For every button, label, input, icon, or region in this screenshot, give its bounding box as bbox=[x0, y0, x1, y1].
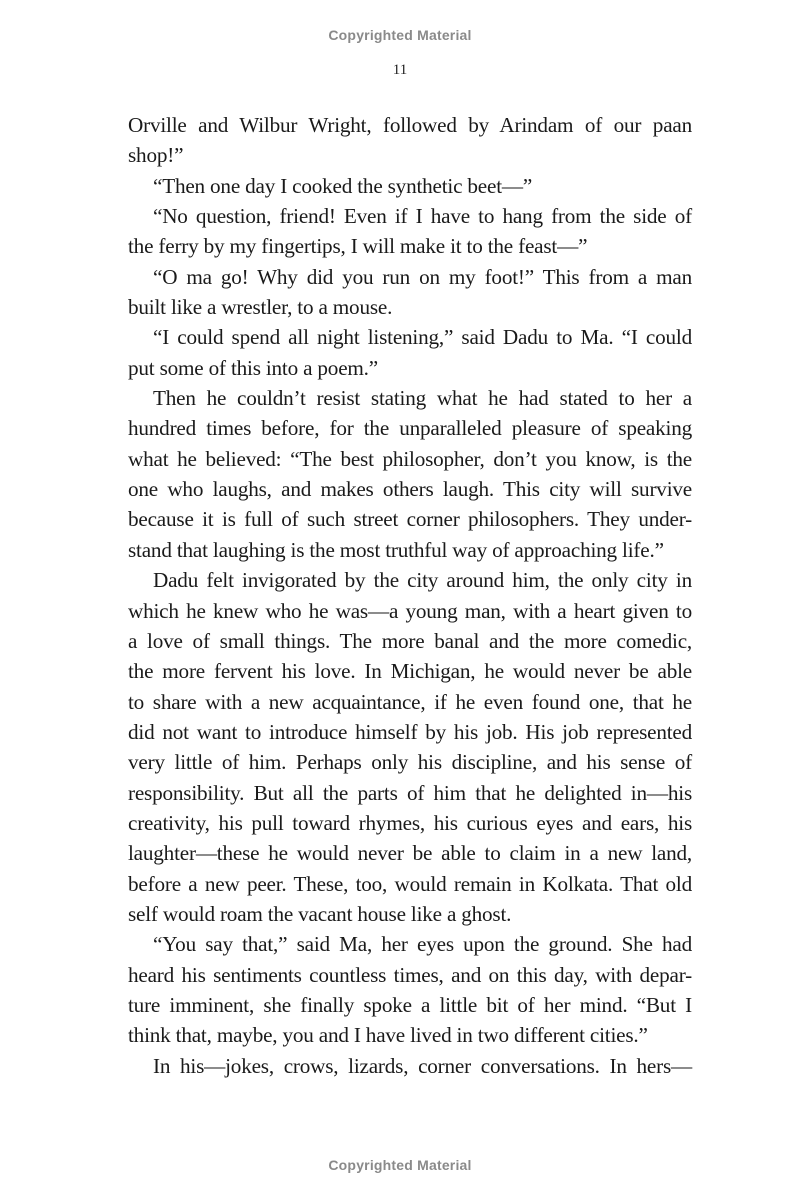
text-line: put some of this into a poem.” bbox=[128, 355, 378, 380]
text-line: think that, maybe, you and I have lived in two different cities.” bbox=[128, 1023, 648, 1048]
text-line: “O ma go! Why did you run on my foot!” This from a man bbox=[153, 264, 692, 289]
text-line: the ferry by my fingertips, I will make it to the feast—” bbox=[128, 234, 588, 259]
text-line: the more fervent his love. In Michigan, he would never be able bbox=[128, 659, 692, 684]
text-line: because it is full of such street corner philosophers. They under- bbox=[128, 507, 692, 532]
text-line: Then he couldn’t resist stating what he had stated to her a bbox=[153, 386, 692, 411]
text-line: what he believed: “The best philosopher, don’t you know, is the bbox=[128, 446, 692, 471]
copyright-watermark-top: Copyrighted Material bbox=[328, 27, 472, 43]
text-line: Orville and Wilbur Wright, followed by Arindam of our paan bbox=[128, 113, 692, 137]
text-line: “No question, friend! Even if I have to hang from the side of bbox=[153, 204, 692, 229]
text-line: heard his sentiments countless times, and on this day, with depar- bbox=[128, 962, 692, 987]
text-line: Dadu felt invigorated by the city around him, the only city in bbox=[153, 568, 692, 593]
text-line: to share with a new acquaintance, if he even found one, that he bbox=[128, 689, 692, 714]
body-text bbox=[128, 110, 692, 1081]
text-line: before a new peer. These, too, would remain in Kolkata. That old bbox=[128, 871, 692, 896]
text-line: which he knew who he was—a young man, with a heart given to bbox=[128, 598, 692, 623]
text-line: “You say that,” said Ma, her eyes upon the ground. She had bbox=[153, 932, 692, 957]
text-line: “Then one day I cooked the synthetic beet—” bbox=[153, 173, 533, 198]
text-line: responsibility. But all the parts of him that he delighted in—his bbox=[128, 780, 692, 805]
text-line: one who laughs, and makes others laugh. This city will survive bbox=[128, 477, 692, 502]
text-line: “I could spend all night listening,” said Dadu to Ma. “I could bbox=[153, 325, 692, 350]
text-line: stand that laughing is the most truthful way of approaching life.” bbox=[128, 537, 664, 562]
text-line: ture imminent, she finally spoke a little bit of her mind. “But I bbox=[128, 992, 692, 1017]
text-line: shop!” bbox=[128, 143, 184, 168]
page-number: 11 bbox=[392, 62, 408, 78]
text-line: laughter—these he would never be able to claim in a new land, bbox=[128, 841, 692, 866]
text-line: creativity, his pull toward rhymes, his curious eyes and ears, his bbox=[128, 810, 692, 835]
text-line: did not want to introduce himself by his job. His job represented bbox=[128, 719, 692, 744]
text-line: In his—jokes, crows, lizards, corner conversations. In hers— bbox=[153, 1053, 692, 1078]
copyright-watermark-bottom: Copyrighted Material bbox=[328, 1157, 472, 1173]
text-line: hundred times before, for the unparalleled pleasure of speaking bbox=[128, 416, 692, 441]
text-line: self would roam the vacant house like a ghost. bbox=[128, 901, 512, 926]
text-line: built like a wrestler, to a mouse. bbox=[128, 295, 393, 320]
text-line: a love of small things. The more banal and the more comedic, bbox=[128, 628, 692, 653]
text-line: very little of him. Perhaps only his discipline, and his sense of bbox=[128, 750, 692, 775]
